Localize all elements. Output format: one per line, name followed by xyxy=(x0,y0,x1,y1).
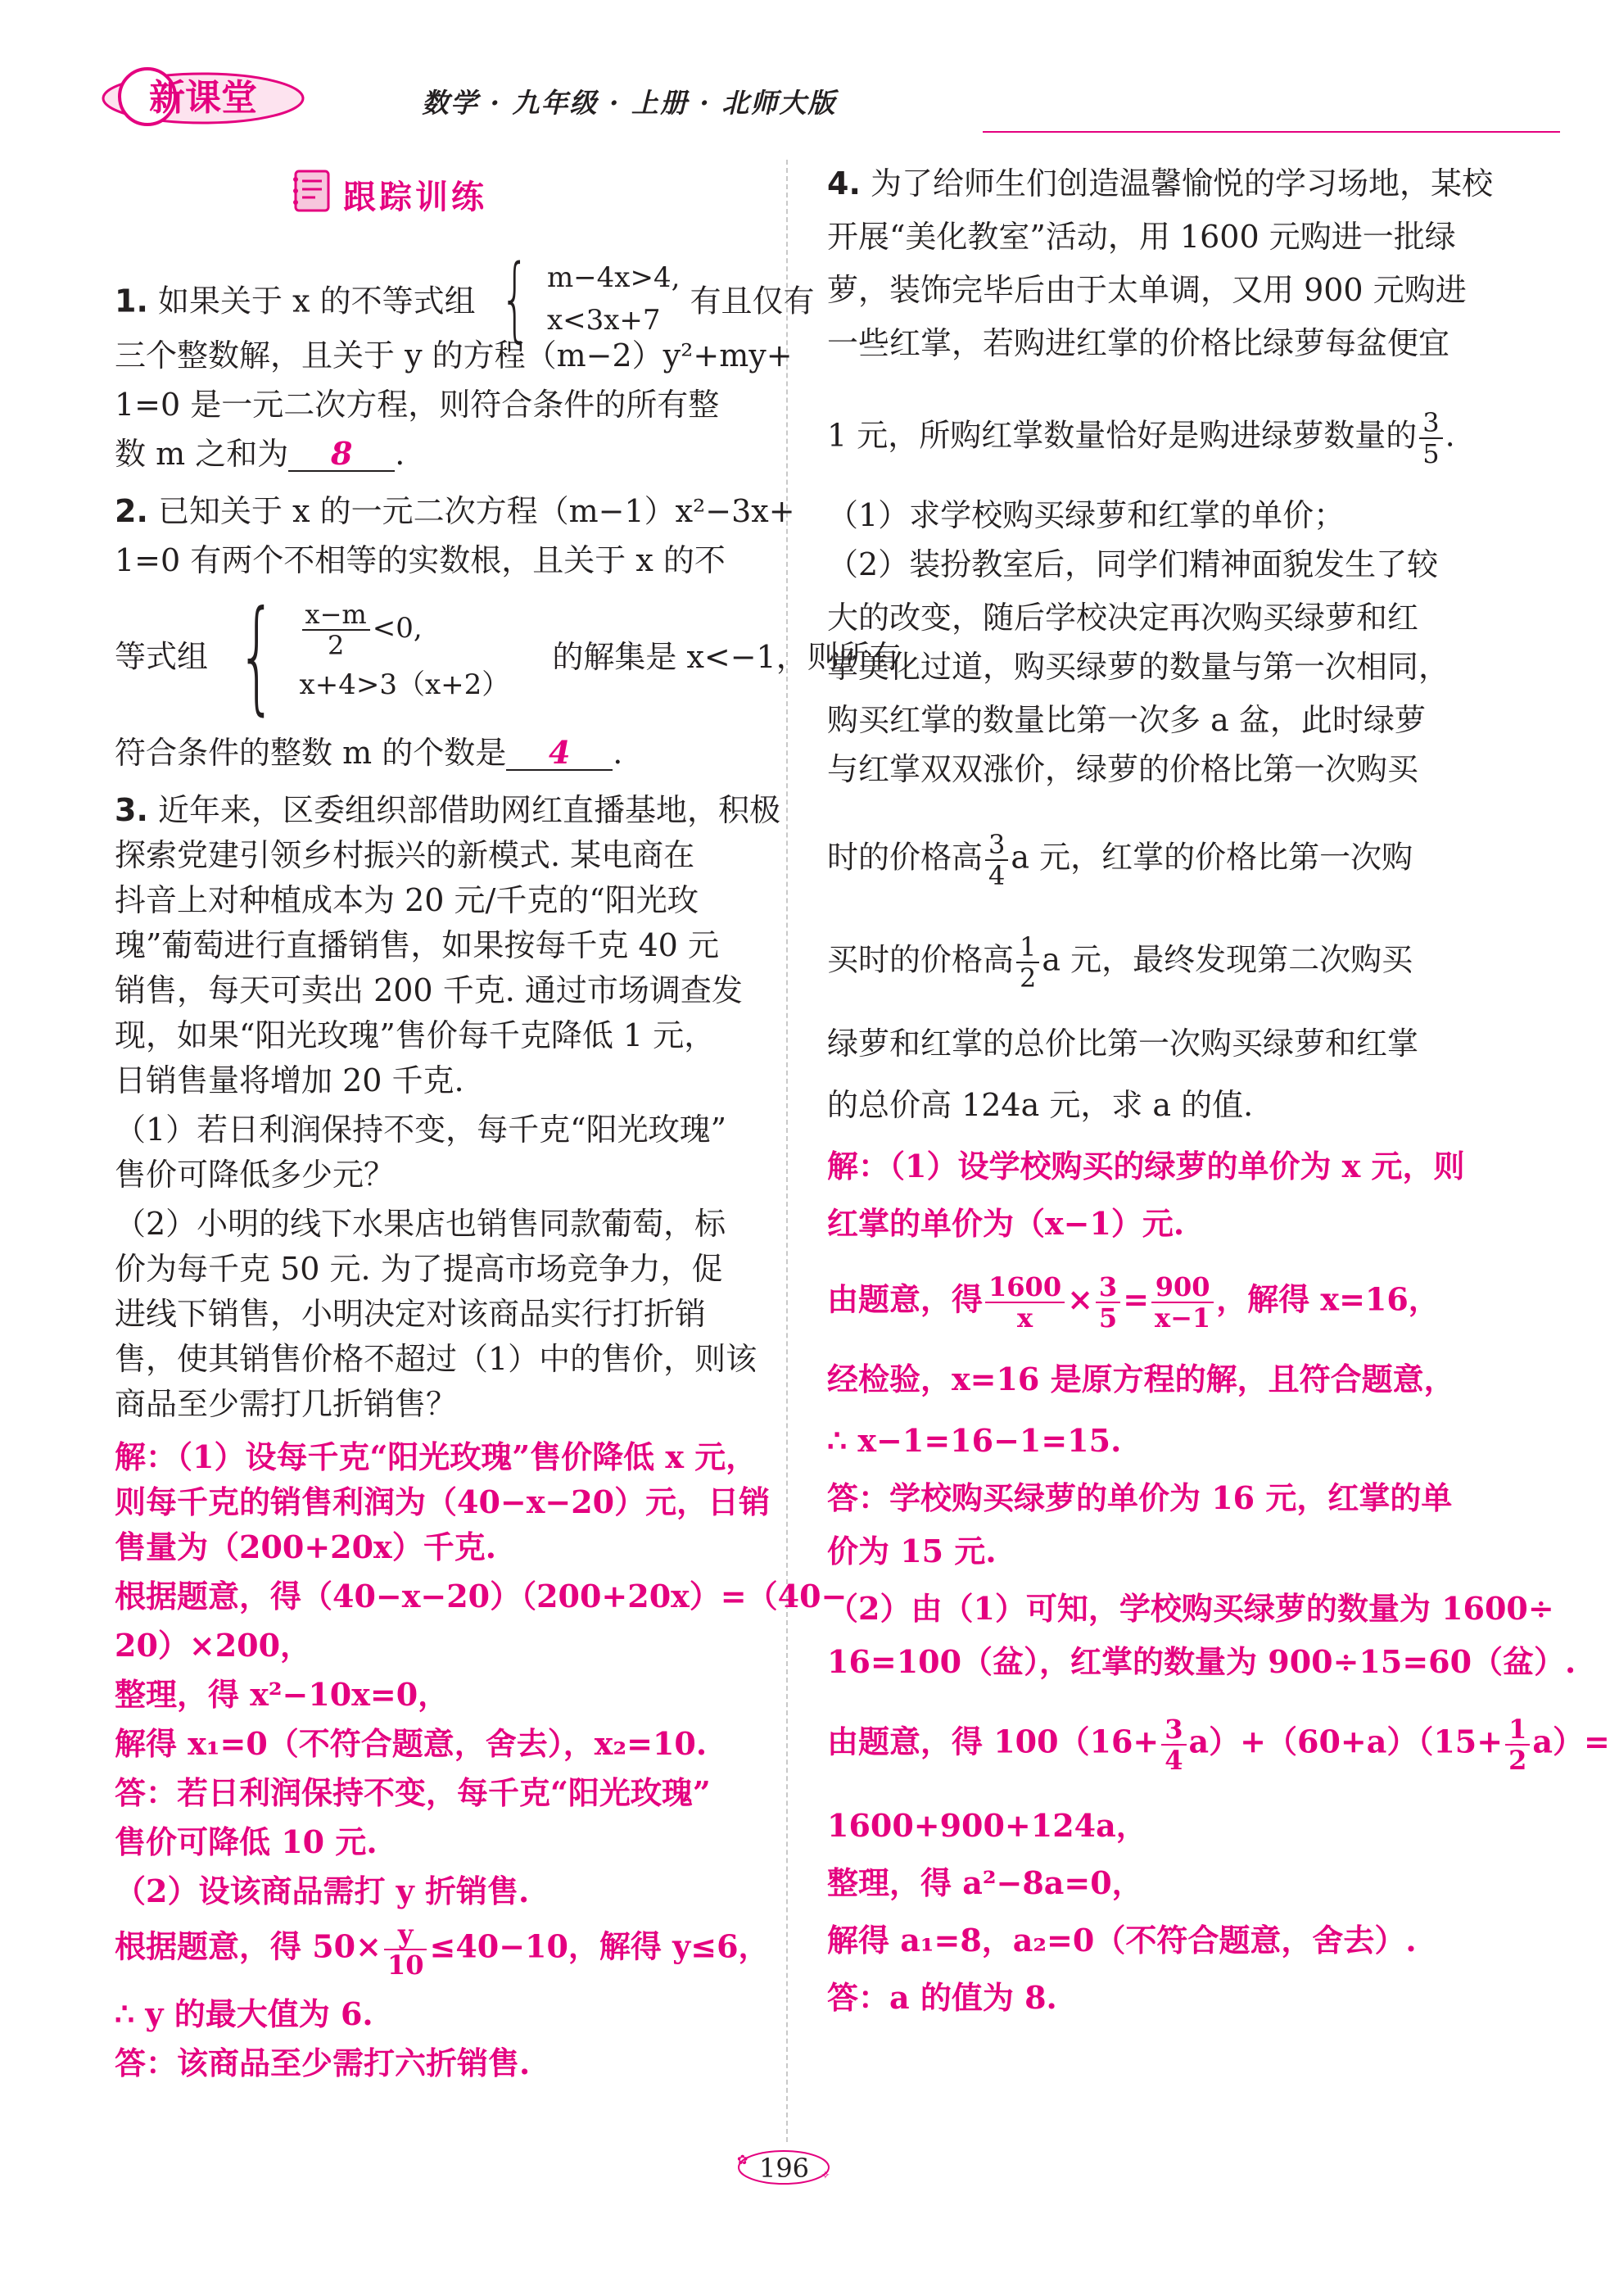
q4-line6: （1）求学校购买绿萝和红掌的单价； xyxy=(827,497,1345,533)
q3-solution-line12: ∴ y 的最大值为 6. xyxy=(115,1995,373,2032)
q4-sol3-times: × xyxy=(1067,1280,1093,1318)
q3-line5: 销售，每天可卖出 200 千克. 通过市场调查发 xyxy=(115,972,743,1008)
q1-line4: 数 m 之和为 8 . xyxy=(115,435,405,472)
q4-sol10-f2-num: 1 xyxy=(1505,1716,1530,1746)
q2-line1 xyxy=(115,491,795,531)
q4-sol3-f3-den: x−1 xyxy=(1155,1302,1211,1334)
page-number xyxy=(729,2146,839,2189)
q4-line13 xyxy=(827,931,1413,994)
q3-solution-line4: 根据题意，得（40−x−20）（200+20x）=（40− xyxy=(115,1578,848,1614)
q1-text-1b: 有且仅有 xyxy=(690,283,815,319)
q4-l13-frac-den: 2 xyxy=(1020,962,1037,994)
header-rule xyxy=(983,131,1560,133)
q4-sol3-f2-num: 3 xyxy=(1096,1274,1120,1303)
q4-line9: 掌美化过道，购买绿萝的数量与第一次相同， xyxy=(827,649,1450,685)
q4-solution-line9: 16=100（盆），红掌的数量为 900÷15=60（盆）. xyxy=(827,1643,1576,1680)
brace-symbol: { xyxy=(237,585,277,727)
q4-sol10-f2-den: 2 xyxy=(1508,1745,1527,1776)
brace-symbol: { xyxy=(500,246,530,352)
q3-solution-line9: 售价可降低 10 元. xyxy=(115,1823,378,1860)
q4-solution-line12: 整理，得 a²−8a=0， xyxy=(827,1864,1143,1901)
q2-text-4: 符合条件的整数 m 的个数是 xyxy=(115,735,507,771)
q2-line4: 符合条件的整数 m 的个数是 4 . xyxy=(115,734,623,771)
q3-solution-line10: （2）设该商品需打 y 折销售. xyxy=(115,1873,530,1909)
q4-text-5b: . xyxy=(1445,417,1455,454)
q3-solution-line1: 解：（1）设每千克“阳光玫瑰”售价降低 x 元， xyxy=(115,1438,758,1475)
q1-line3: 1=0 是一元二次方程，则符合条件的所有整 xyxy=(115,387,720,423)
q3-solution-line5: 20）×200， xyxy=(115,1627,312,1664)
q3-line4: 瑰”葡萄进行直播销售，如果按每千克 40 元 xyxy=(115,927,719,963)
q1-text-4: 数 m 之和为 xyxy=(115,436,289,472)
q3-text-1: 近年来，区委组织部借助网红直播基地，积极 xyxy=(157,792,780,828)
q4-line11: 与红掌双双涨价，绿萝的价格比第一次购买 xyxy=(827,751,1419,787)
q3-line8: （1）若日利润保持不变，每千克“阳光玫瑰” xyxy=(115,1112,727,1148)
q4-sol10-f1-den: 4 xyxy=(1165,1745,1183,1776)
q4-sol3-f1-num: 1600 xyxy=(985,1274,1065,1303)
q2-inequality-system xyxy=(218,585,510,727)
q4-text-1: 为了给师生们创造温馨愉悦的学习场地，某校 xyxy=(870,165,1493,202)
q3-line13: 售，使其销售价格不超过（1）中的售价，则该 xyxy=(115,1341,758,1377)
q4-solution-line4: 经检验，x=16 是原方程的解，且符合题意， xyxy=(827,1361,1455,1397)
q4-solution-line5: ∴ x−1=16−1=15. xyxy=(827,1422,1122,1459)
q4-l5-frac-den: 5 xyxy=(1422,438,1440,469)
q4-sol3-eq: = xyxy=(1123,1280,1150,1318)
q4-line4: 一些红掌，若购进红掌的价格比绿萝每盆便宜 xyxy=(827,325,1450,361)
q4-solution-line6: 答：学校购买绿萝的单价为 16 元，红掌的单 xyxy=(827,1479,1453,1516)
q4-solution-line10 xyxy=(827,1714,1610,1776)
q2-sys-row1 xyxy=(300,601,510,659)
q3-sol11-b: ≤40−10，解得 y≤6， xyxy=(429,1927,770,1965)
q3-number: 3. xyxy=(115,792,148,828)
q2-answer: 4 xyxy=(506,736,613,771)
q3-line2: 探索党建引领乡村振兴的新模式. 某电商在 xyxy=(115,837,695,873)
q3-solution-line13: 答：该商品至少需打六折销售. xyxy=(115,2045,531,2081)
q3-line3: 抖音上对种植成本为 20 元/千克的“阳光玫 xyxy=(115,882,699,918)
notebook-icon xyxy=(291,168,337,214)
q3-line9: 售价可降低多少元？ xyxy=(115,1157,396,1193)
q4-text-13b: a 元，最终发现第二次购买 xyxy=(1042,941,1413,978)
q4-text-13a: 买时的价格高 xyxy=(827,941,1015,978)
q1-line2: 三个整数解，且关于 y 的方程（m−2）y²+my+ xyxy=(115,337,793,374)
q4-solution-line11: 1600+900+124a， xyxy=(827,1807,1147,1844)
svg-text:✿: ✿ xyxy=(737,2152,748,2167)
q4-solution-line8: （2）由（1）可知，学校购买绿萝的数量为 1600÷ xyxy=(827,1590,1554,1627)
q4-solution-line13: 解得 a₁=8，a₂=0（不符合题意，舍去）. xyxy=(827,1922,1417,1959)
q3-solution-line2: 则每千克的销售利润为（40−x−20）元，日销 xyxy=(115,1483,771,1520)
q1-text-1: 如果关于 x 的不等式组 xyxy=(157,283,476,319)
q4-solution-line14: 答：a 的值为 8. xyxy=(827,1979,1057,2016)
q3-line6: 现，如果“阳光玫瑰”售价每千克降低 1 元， xyxy=(115,1017,716,1053)
q4-line2: 开展“美化教室”活动，用 1600 元购进一批绿 xyxy=(827,219,1456,255)
logo-text: 新课堂 xyxy=(149,77,257,119)
q4-line5 xyxy=(827,407,1455,469)
q4-solution-line7: 价为 15 元. xyxy=(827,1533,997,1569)
q4-sol3-f3-num: 900 xyxy=(1151,1274,1214,1303)
q4-line12 xyxy=(827,831,1413,889)
q4-sol3-a: 由题意，得 xyxy=(827,1280,984,1318)
q4-text-12b: a 元，红掌的价格比第一次购 xyxy=(1011,839,1413,876)
q4-sol10-a: 由题意，得 100（16+ xyxy=(827,1723,1160,1760)
q3-line7: 日销售量将增加 20 千克. xyxy=(115,1062,464,1098)
q1-answer: 8 xyxy=(288,437,395,472)
q3-solution-line6: 整理，得 x²−10x=0， xyxy=(115,1676,450,1713)
q2-sys-row2: x+4>3（x+2） xyxy=(299,668,510,701)
q3-solution-line8: 答：若日利润保持不变，每千克“阳光玫瑰” xyxy=(115,1774,711,1811)
q4-line14: 绿萝和红掌的总价比第一次购买绿萝和红掌 xyxy=(827,1026,1419,1062)
q3-solution-line11 xyxy=(115,1918,770,1981)
q3-line12: 进线下销售，小明决定对该商品实行打折销 xyxy=(115,1296,707,1332)
q3-sol11-frac-den: 10 xyxy=(387,1950,424,1981)
q3-line1 xyxy=(115,790,780,830)
q4-number: 4. xyxy=(827,165,861,202)
q1-sys-row1: m−4x>4, xyxy=(546,261,681,294)
column-divider xyxy=(786,160,788,2142)
section-title-text: 跟踪训练 xyxy=(343,179,487,216)
q3-line14: 商品至少需打几折销售？ xyxy=(115,1386,458,1422)
q3-solution-line7: 解得 x₁=0（不符合题意，舍去），x₂=10. xyxy=(115,1725,708,1762)
q2-text-3a: 等式组 xyxy=(115,638,209,675)
q4-l12-frac-num: 3 xyxy=(985,831,1008,861)
q4-text-12a: 时的价格高 xyxy=(827,839,984,876)
q4-line8: 大的改变，随后学校决定再次购买绿萝和红 xyxy=(827,600,1419,636)
page-header xyxy=(98,64,1474,129)
q3-sol11-a: 根据题意，得 50× xyxy=(115,1927,382,1965)
q4-l13-frac-num: 1 xyxy=(1016,934,1039,963)
q4-solution-line2: 红掌的单价为（x−1）元. xyxy=(827,1205,1185,1242)
q2-text-3b: 的解集是 x<−1，则所有 xyxy=(552,638,901,675)
q4-text-5a: 1 元，所购红掌数量恰好是购进绿萝数量的 xyxy=(827,417,1418,454)
q2-frac-den: 2 xyxy=(327,630,345,661)
q2-frac-num: x−m xyxy=(302,601,370,631)
q4-solution-line3 xyxy=(827,1271,1440,1334)
svg-text:✧: ✧ xyxy=(821,2169,830,2182)
q4-sol10-b: a）+（60+a）（15+ xyxy=(1188,1723,1504,1760)
q3-sol11-frac-num: y xyxy=(384,1921,427,1950)
q4-sol3-b: ，解得 x=16， xyxy=(1216,1280,1440,1318)
page-number-text: 196 xyxy=(758,2153,810,2184)
q4-line10: 购买红掌的数量比第一次多 a 盆，此时绿萝 xyxy=(827,702,1426,738)
q3-line10: （2）小明的线下水果店也销售同款葡萄，标 xyxy=(115,1206,726,1242)
q4-line7: （2）装扮教室后，同学们精神面貌发生了较 xyxy=(827,546,1439,582)
q4-sol10-f1-num: 3 xyxy=(1161,1716,1186,1746)
q2-line2: 1=0 有两个不相等的实数根，且关于 x 的不 xyxy=(115,542,726,578)
q4-line15: 的总价高 124a 元，求 a 的值. xyxy=(827,1087,1254,1123)
q4-line1 xyxy=(827,164,1493,203)
xinketang-logo xyxy=(98,64,307,129)
q1-number: 1. xyxy=(115,283,148,319)
q4-l12-frac-den: 4 xyxy=(988,860,1006,891)
q4-solution-line1: 解：（1）设学校购买的绿萝的单价为 x 元，则 xyxy=(827,1148,1465,1184)
q2-line3 xyxy=(115,585,901,727)
q4-sol10-c: a）= xyxy=(1532,1723,1610,1760)
q2-sys-row1-tail: <0, xyxy=(372,612,423,645)
q2-text-1: 已知关于 x 的一元二次方程（m−1）x²−3x+ xyxy=(157,493,795,529)
q4-sol3-f1-den: x xyxy=(1017,1302,1033,1334)
q2-number: 2. xyxy=(115,493,148,529)
q4-l5-frac-num: 3 xyxy=(1419,410,1442,439)
header-subtitle: 数学 · 九年级 · 上册 · 北师大版 xyxy=(422,87,837,119)
q4-sol3-f2-den: 5 xyxy=(1098,1302,1118,1334)
q3-line11: 价为每千克 50 元. 为了提高市场竞争力，促 xyxy=(115,1251,723,1287)
q1-inequality-system xyxy=(486,246,681,352)
q4-line3: 萝，装饰完毕后由于太单调，又用 900 元购进 xyxy=(827,272,1467,308)
q3-solution-line3: 售量为（200+20x）千克. xyxy=(115,1528,496,1565)
q1-sys-row2: x<3x+7 xyxy=(546,304,661,337)
